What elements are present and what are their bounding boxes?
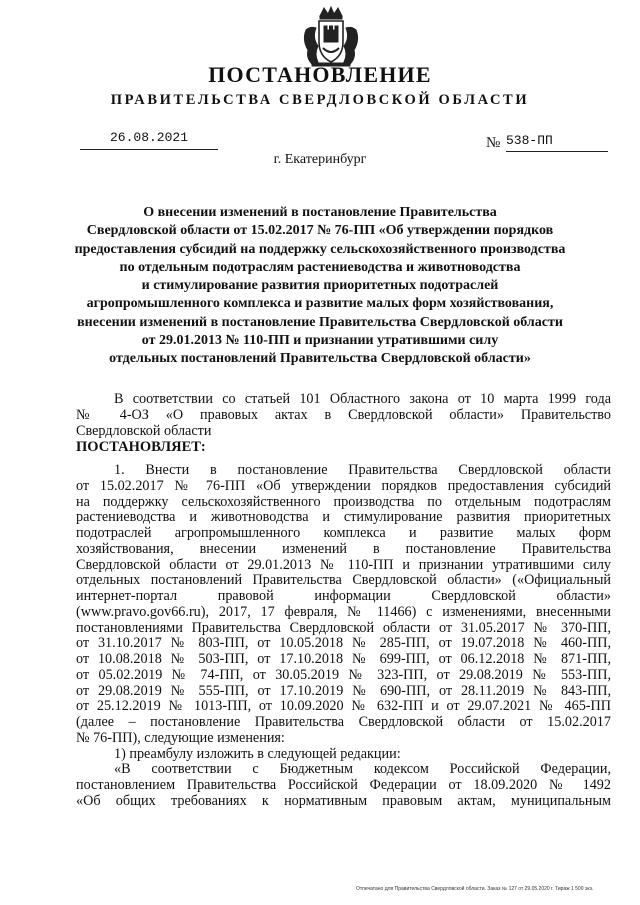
document-type-title: ПОСТАНОВЛЕНИЕ: [208, 62, 432, 87]
body-line: от 29.08.2019 № 555-ПП, от 17.10.2019 № 690-ПП, от 28.11.2019 № 843-ПП,: [76, 682, 611, 699]
body-line: отдельных постановлений Правительства Свердловской области» («Официальный: [76, 572, 611, 589]
heading-line: внесении изменений в постановление Правительства Свердловской области: [77, 314, 563, 330]
preamble-line: Свердловской области: [76, 422, 212, 439]
body-line: от 15.02.2017 № 76-ПП «Об утверждении порядков предоставления субсидий: [76, 477, 611, 494]
body-line: подотраслей агропромышленного комплекса и развитие малых форм: [76, 525, 611, 541]
body-line: от 31.10.2017 № 803-ПП, от 10.05.2018 № 285-ПП, от 19.07.2018 № 460-ПП,: [76, 635, 611, 652]
body-line: от 25.12.2019 № 1013-ПП, от 10.09.2020 № 632-ПП и от 29.07.2021 № 465-ПП: [76, 698, 611, 715]
issuer-subtitle: ПРАВИТЕЛЬСТВА СВЕРДЛОВСКОЙ ОБЛАСТИ: [110, 92, 530, 108]
document-number: 538-ПП: [506, 133, 553, 148]
body-line: «В соответствии с Бюджетным кодексом Российской Федерации,: [114, 761, 611, 778]
heading-line: предоставления субсидий на поддержку сельскохозяйственного производства: [74, 241, 566, 257]
body-line: растениеводства и животноводства и стимулирование развития приоритетных: [76, 509, 611, 526]
body-line: (www.pravo.gov66.ru), 2017, 17 февраля, № 11466) с изменениями, внесенными: [76, 603, 611, 620]
heading-line: Свердловской области от 15.02.2017 № 76-ПП «Об утверждении порядков: [86, 223, 554, 239]
body-line: (далее – постановление Правительства Свердловской области от 15.02.2017: [76, 714, 611, 730]
city-label: г. Екатеринбург: [273, 152, 367, 167]
heading-line: агропромышленного комплекса и развитие малых форм хозяйствования,: [86, 296, 554, 312]
body-line: постановлениями Правительства Свердловской области от 31.05.2017 № 370-ПП,: [76, 619, 611, 636]
body-line: 1) преамбулу изложить в следующей редакции:: [114, 745, 401, 762]
preamble: [76, 392, 611, 456]
body-line: «Об общих требованиях к нормативным правовым актам, муниципальным: [76, 792, 611, 809]
body-line: постановлением Правительства Российской Федерации от 18.09.2020 № 1492: [76, 777, 611, 793]
number-sign: №: [486, 135, 501, 151]
body-line: 1. Внести в постановление Правительства Свердловской области: [114, 462, 611, 478]
heading-line: и стимулирование развития приоритетных подотраслей: [141, 278, 499, 294]
document-date: 26.08.2021: [109, 130, 188, 145]
body-line: хозяйствования, внесении изменений в постановление Правительства: [76, 540, 611, 557]
coat-of-arms-icon: [298, 6, 364, 68]
body-line: на поддержку сельскохозяйственного производства по отдельным подотраслям: [76, 493, 611, 510]
date-underline: [80, 149, 218, 150]
decree-word: ПОСТАНОВЛЯЕТ:: [76, 439, 206, 456]
body-line: интернет-портал правовой информации Свердловской области»: [76, 588, 611, 604]
document-heading: [70, 204, 570, 369]
main-text: [76, 463, 611, 810]
body-line: от 10.08.2018 № 503-ПП, от 17.10.2018 № 699-ПП, от 06.12.2018 № 871-ПП,: [76, 651, 611, 667]
heading-line: отдельных постановлений Правительства Свердловской области»: [109, 351, 531, 367]
heading-line: от 29.01.2013 № 110-ПП и признании утратившими силу: [141, 333, 499, 349]
body-line: Свердловской области от 29.01.2013 № 110-ПП и признании утратившими силу: [76, 556, 611, 573]
heading-line: по отдельным подотраслям растениеводства и животноводства: [119, 259, 521, 275]
body-line: № 76-ПП), следующие изменения:: [76, 729, 285, 746]
preamble-line: № 4-ОЗ «О правовых актах в Свердловской области» Правительство: [76, 406, 611, 423]
heading-line: О внесении изменений в постановление Правительства: [143, 205, 497, 220]
print-footer: Отпечатано для Правительства Свердловской области. Заказ № 127 от 29.05.2020 г. Тираж 1 500 экз.: [356, 886, 594, 892]
body-line: от 05.02.2019 № 74-ПП, от 30.05.2019 № 323-ПП, от 29.08.2019 № 553-ПП,: [76, 666, 611, 683]
preamble-line: В соответствии со статьей 101 Областного закона от 10 марта 1999 года: [114, 391, 611, 407]
